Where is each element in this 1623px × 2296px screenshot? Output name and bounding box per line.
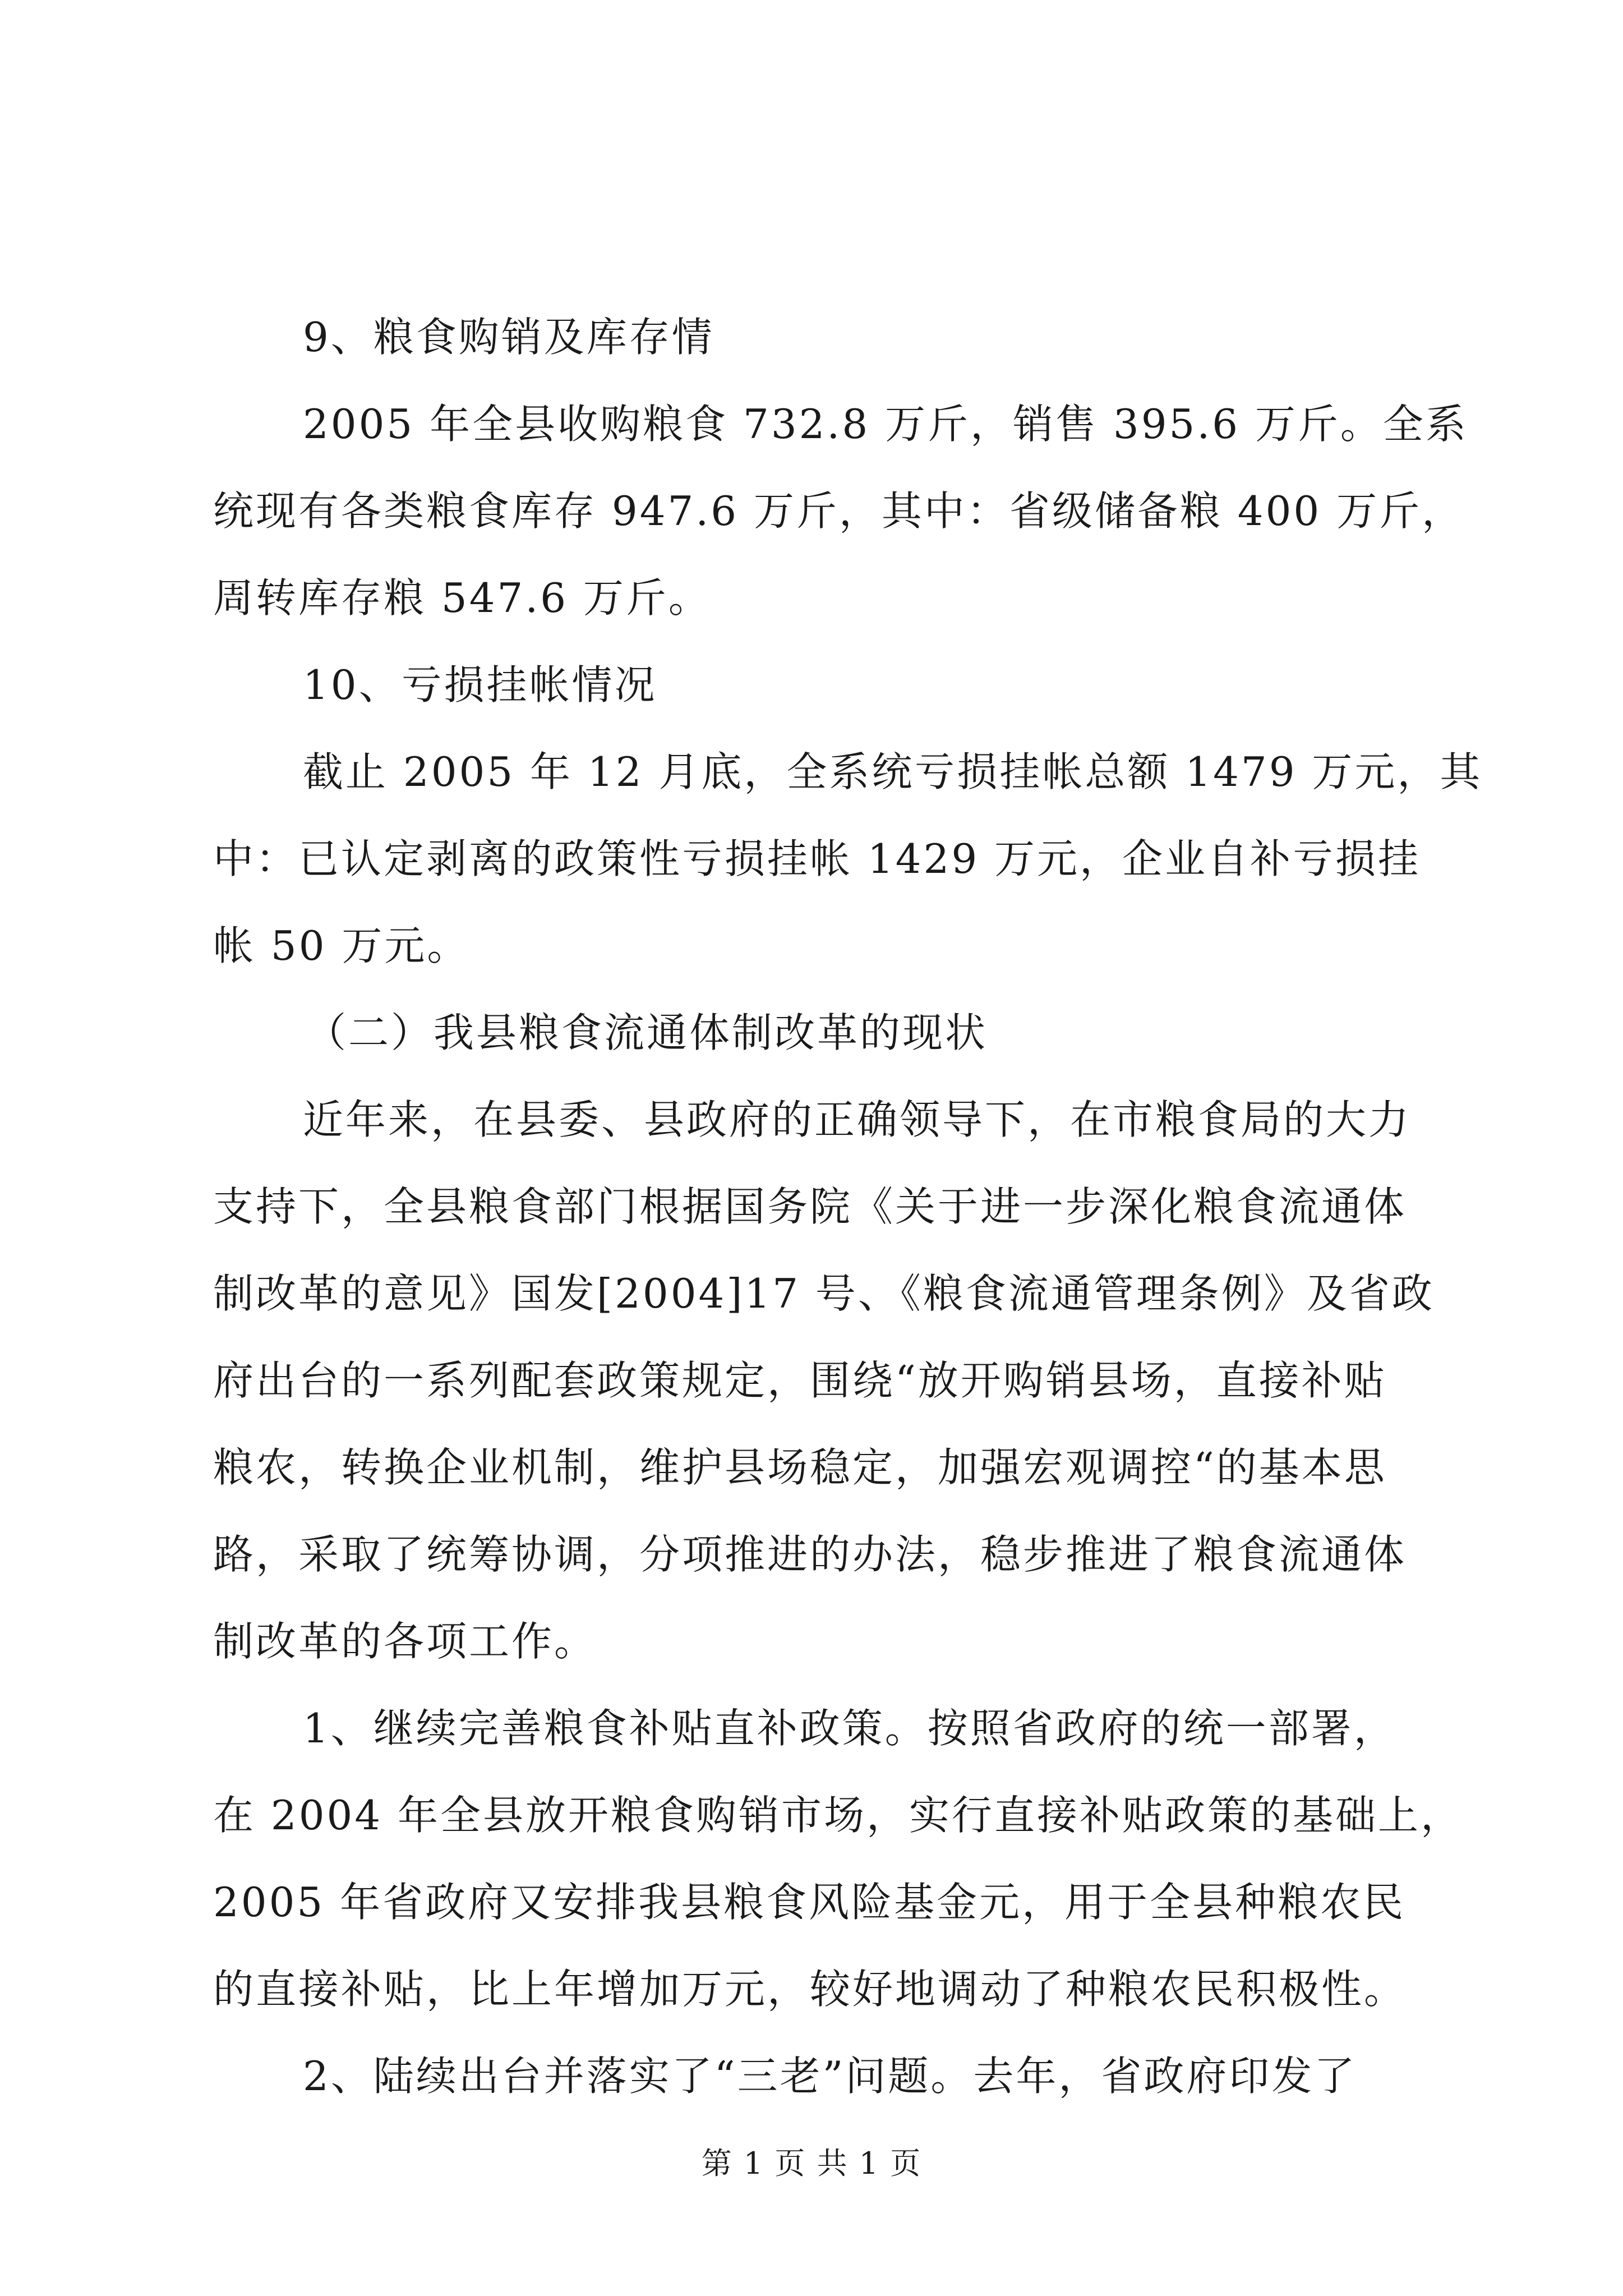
text-line: 制改革的意见》国发[2004]17 号、《粮食流通管理条例》及省政 [213,1270,1435,1317]
text-line: 粮农，转换企业机制，维护县场稳定，加强宏观调控“的基本思 [213,1444,1387,1491]
text-line: 截止 2005 年 12 月底，全系统亏损挂帐总额 1479 万元，其 [303,748,1483,795]
text-line: 支持下，全县粮食部门根据国务院《关于进一步深化粮食流通体 [213,1183,1407,1230]
text-line: 路，采取了统筹协调，分项推进的办法，稳步推进了粮食流通体 [213,1531,1407,1578]
page-number-footer: 第 1 页 共 1 页 [701,2146,922,2181]
text-line: 周转库存粮 547.6 万斤。 [213,574,711,622]
text-line: 中：已认定剥离的政策性亏损挂帐 1429 万元，企业自补亏损挂 [213,835,1421,882]
text-line: 9、粮食购销及库存情 [303,314,714,361]
text-line: 在 2004 年全县放开粮食购销市场，实行直接补贴政策的基础上， [213,1792,1464,1839]
text-line: 统现有各类粮食库存 947.6 万斤，其中：省级储备粮 400 万斤， [213,487,1465,535]
text-line: 制改革的各项工作。 [213,1618,597,1665]
text-line: 府出台的一系列配套政策规定，围绕“放开购销县场，直接补贴 [213,1357,1387,1404]
text-line: 的直接补贴，比上年增加万元，较好地调动了种粮农民积极性。 [213,1966,1407,2013]
text-line: 2005 年省政府又安排我县粮食风险基金元，用于全县种粮农民 [213,1879,1406,1926]
text-line: 10、亏损挂帐情况 [303,661,657,708]
text-line: 帐 50 万元。 [213,922,470,969]
text-line: 1、继续完善粮食补贴直补政策。按照省政府的统一部署， [303,1705,1396,1752]
text-line: 2005 年全县收购粮食 732.8 万斤，销售 395.6 万斤。全系 [303,401,1468,448]
section-heading: （二）我县粮食流通体制改革的现状 [306,1009,988,1056]
text-line: 2、陆续出台并落实了“三老”问题。去年，省政府印发了 [303,2053,1357,2100]
text-line: 近年来，在县委、县政府的正确领导下，在市粮食局的大力 [303,1096,1412,1143]
